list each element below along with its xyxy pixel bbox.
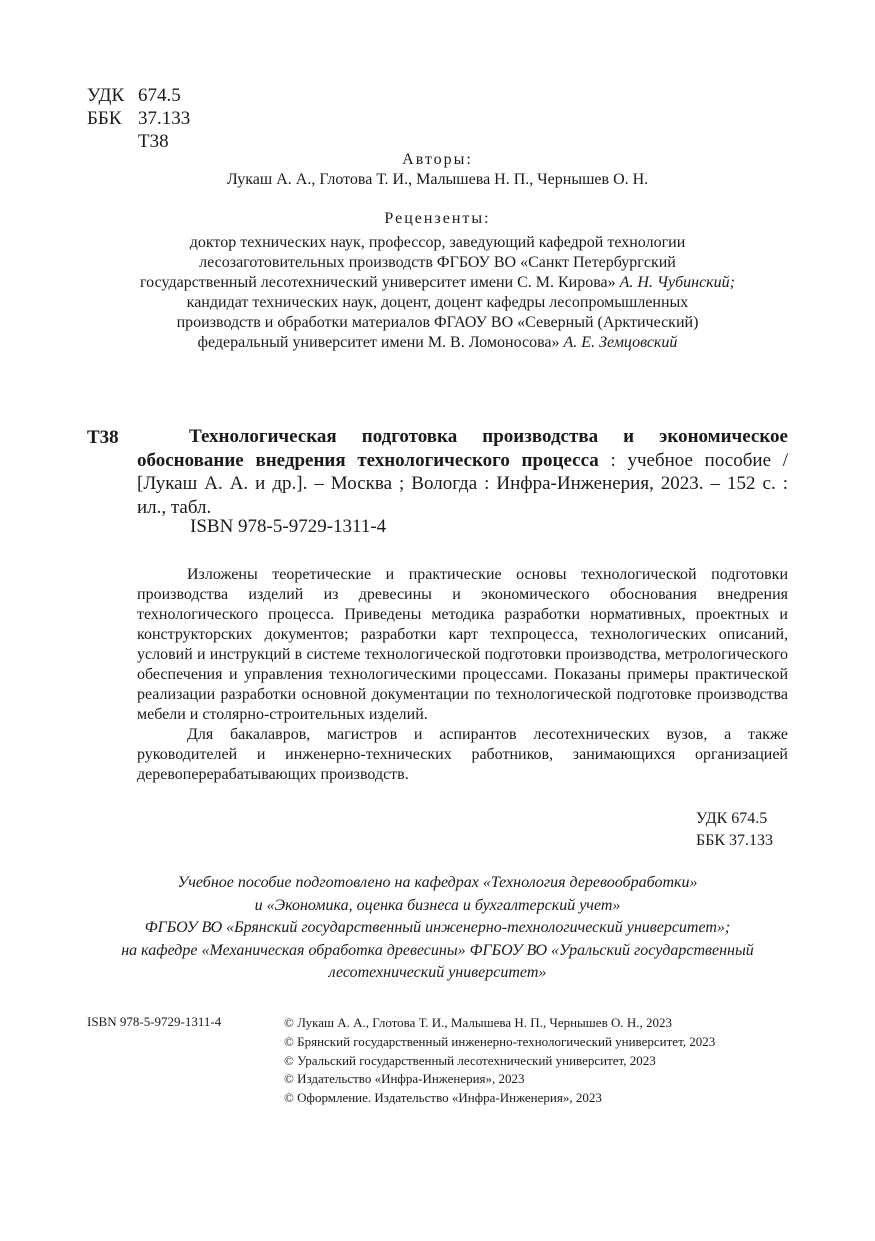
catalog-title-rest: : учебное пособие / [Лукаш А. А. и др.]. – Москва ; Вологда : Инфра-Инженерия, 2023. – 152 с. : ил., табл. bbox=[137, 449, 788, 518]
reviewers-heading: Рецензенты: bbox=[384, 210, 491, 227]
reviewer-line: государственный лесотехнический университет имени С. М. Кирова» А. Н. Чубинский; bbox=[140, 274, 735, 291]
udk-right-line: УДК 674.5 bbox=[696, 810, 768, 827]
reviewer-line: производств и обработки материалов ФГАОУ ВО «Северный (Арктический) bbox=[176, 314, 699, 331]
bbk-line: ББК 37.133 bbox=[87, 108, 191, 129]
authors-names: Лукаш А. А., Глотова Т. И., Малышева Н. П., Чернышев О. Н. bbox=[226, 171, 649, 188]
abstract bbox=[137, 565, 788, 785]
prepared-note bbox=[0, 872, 875, 985]
prepared-note-line: Учебное пособие подготовлено на кафедрах «Технология деревообработки» bbox=[177, 874, 698, 891]
abstract-paragraph: Для бакалавров, магистров и аспирантов лесотехнических вузов, а также руководителей и инженерно-технических работников, занимающихся организацией деревоперерабатывающих производств. bbox=[137, 726, 788, 783]
reviewer-line: федеральный университет имени М. В. Ломоносова» А. Е. Земцовский bbox=[197, 334, 678, 351]
author-mark-line: Т38 bbox=[138, 131, 169, 152]
prepared-note-line: и «Экономика, оценка бизнеса и бухгалтерский учет» bbox=[254, 896, 621, 914]
reviewer-line: доктор технических наук, профессор, заведующий кафедрой технологии bbox=[189, 234, 686, 251]
catalog-title bbox=[137, 425, 788, 519]
reviewer-line: кандидат технических наук, доцент, доцент кафедры лесопромышленных bbox=[186, 294, 689, 311]
udk-block bbox=[87, 84, 190, 153]
reviewers-block bbox=[0, 233, 875, 353]
udk-right bbox=[696, 808, 773, 852]
udk-line: УДК 674.5 bbox=[87, 85, 181, 106]
catalog-title-bold: Технологическая подготовка производства и экономическое обоснование внедрения технологического процесса bbox=[137, 426, 788, 471]
copyright-line: © Оформление. Издательство «Инфра-Инженерия», 2023 bbox=[284, 1090, 602, 1106]
prepared-note-line: лесотехнический университет» bbox=[328, 964, 547, 981]
authors-heading: Авторы: bbox=[402, 151, 473, 168]
copyright-block bbox=[284, 1014, 715, 1108]
copyright-line: © Уральский государственный лесотехнический университет, 2023 bbox=[284, 1052, 656, 1068]
copyright-line: © Лукаш А. А., Глотова Т. И., Малышева Н. П., Чернышев О. Н., 2023 bbox=[284, 1015, 672, 1030]
footer-isbn: ISBN 978-5-9729-1311-4 bbox=[87, 1014, 222, 1029]
prepared-note-line: ФГБОУ ВО «Брянский государственный инженерно-технологический университет»; bbox=[144, 919, 731, 936]
reviewer-line: лесозаготовительных производств ФГБОУ ВО «Санкт Петербургский bbox=[199, 254, 676, 271]
bbk-right-line: ББК 37.133 bbox=[696, 832, 774, 849]
prepared-note-line: на кафедре «Механическая обработка древесины» ФГБОУ ВО «Уральский государственный bbox=[121, 941, 754, 959]
copyright-line: © Издательство «Инфра-Инженерия», 2023 bbox=[284, 1071, 525, 1087]
catalog-isbn: ISBN 978-5-9729-1311-4 bbox=[190, 516, 387, 537]
copyright-line: © Брянский государственный инженерно-технологический университет, 2023 bbox=[284, 1033, 716, 1049]
abstract-paragraph: Изложены теоретические и практические основы технологической подготовки производства изделий из древесины и экономического обоснования внедрения технологического процесса. Приведены методика разработки нормативных, проектных и конструкторских документов; разработки карт техпроцесса, технологических описаний, условий и инструкций в системе технологической подготовки производства, метрологического обеспечения и управления технологическими процессами. Показаны примеры практической реализации разработки основной документации по технологической подготовке производства мебели и столярно-строительных изделий. bbox=[137, 566, 788, 723]
catalog-code: Т38 bbox=[87, 427, 119, 448]
